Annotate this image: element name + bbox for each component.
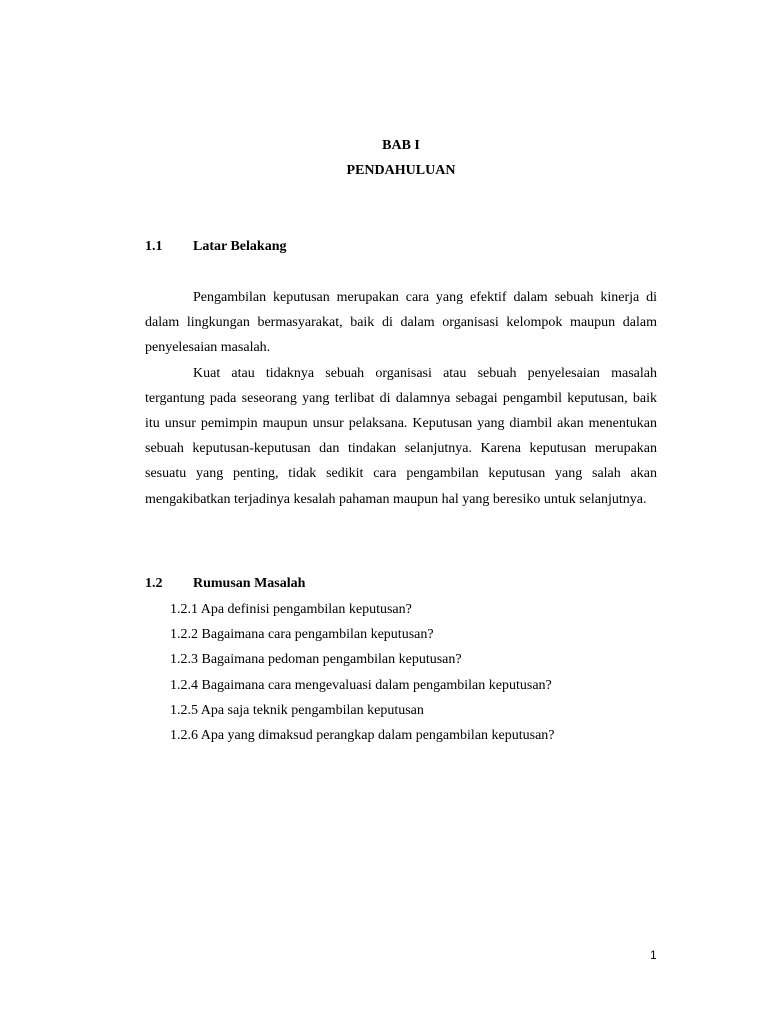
list-item: 1.2.3 Bagaimana pedoman pengambilan keputusan? [170, 652, 462, 668]
chapter-title: PENDAHULUAN [346, 163, 456, 178]
section-number: 1.1 [145, 239, 163, 254]
list-item: 1.2.4 Bagaimana cara mengevaluasi dalam pengambilan keputusan? [170, 677, 552, 693]
page-number: 1 [650, 948, 657, 962]
list-item: 1.2.6 Apa yang dimaksud perangkap dalam pengambilan keputusan? [170, 728, 555, 744]
section-title: Rumusan Masalah [193, 576, 306, 591]
list-item: 1.2.2 Bagaimana cara pengambilan keputusan? [170, 627, 434, 643]
section-heading-latar-belakang [145, 238, 286, 256]
list-item: 1.2.1 Apa definisi pengambilan keputusan? [170, 602, 412, 617]
list-item: 1.2.5 Apa saja teknik pengambilan keputusan [170, 702, 424, 718]
rumusan-masalah-list [170, 597, 555, 748]
paragraph: Pengambilan keputusan merupakan cara yang efektif dalam sebuah kinerja di dalam lingkungan bermasyarakat, baik di dalam organisasi kelompok maupun dalam penyelesaian masalah. [145, 290, 657, 356]
section-heading-rumusan-masalah [145, 575, 305, 593]
section-number: 1.2 [145, 576, 163, 591]
chapter-number: BAB I [382, 138, 420, 153]
section-body-latar-belakang [145, 285, 657, 512]
section-title: Latar Belakang [193, 239, 287, 254]
paragraph: Kuat atau tidaknya sebuah organisasi atau sebuah penyelesaian masalah tergantung pada seseorang yang terlibat di dalamnya sebagai pengambil keputusan, baik itu unsur pemimpin maupun unsur pelaksana. Keputusan yang diambil akan menentukan sebuah keputusan-keputusan dan tindakan selanjutnya. Karena keputusan merupakan sesuatu yang penting, tidak sedikit cara pengambilan keputusan yang salah akan mengakibatkan terjadinya kesalah pahaman maupun hal yang beresiko untuk selanjutnya. [145, 365, 657, 507]
